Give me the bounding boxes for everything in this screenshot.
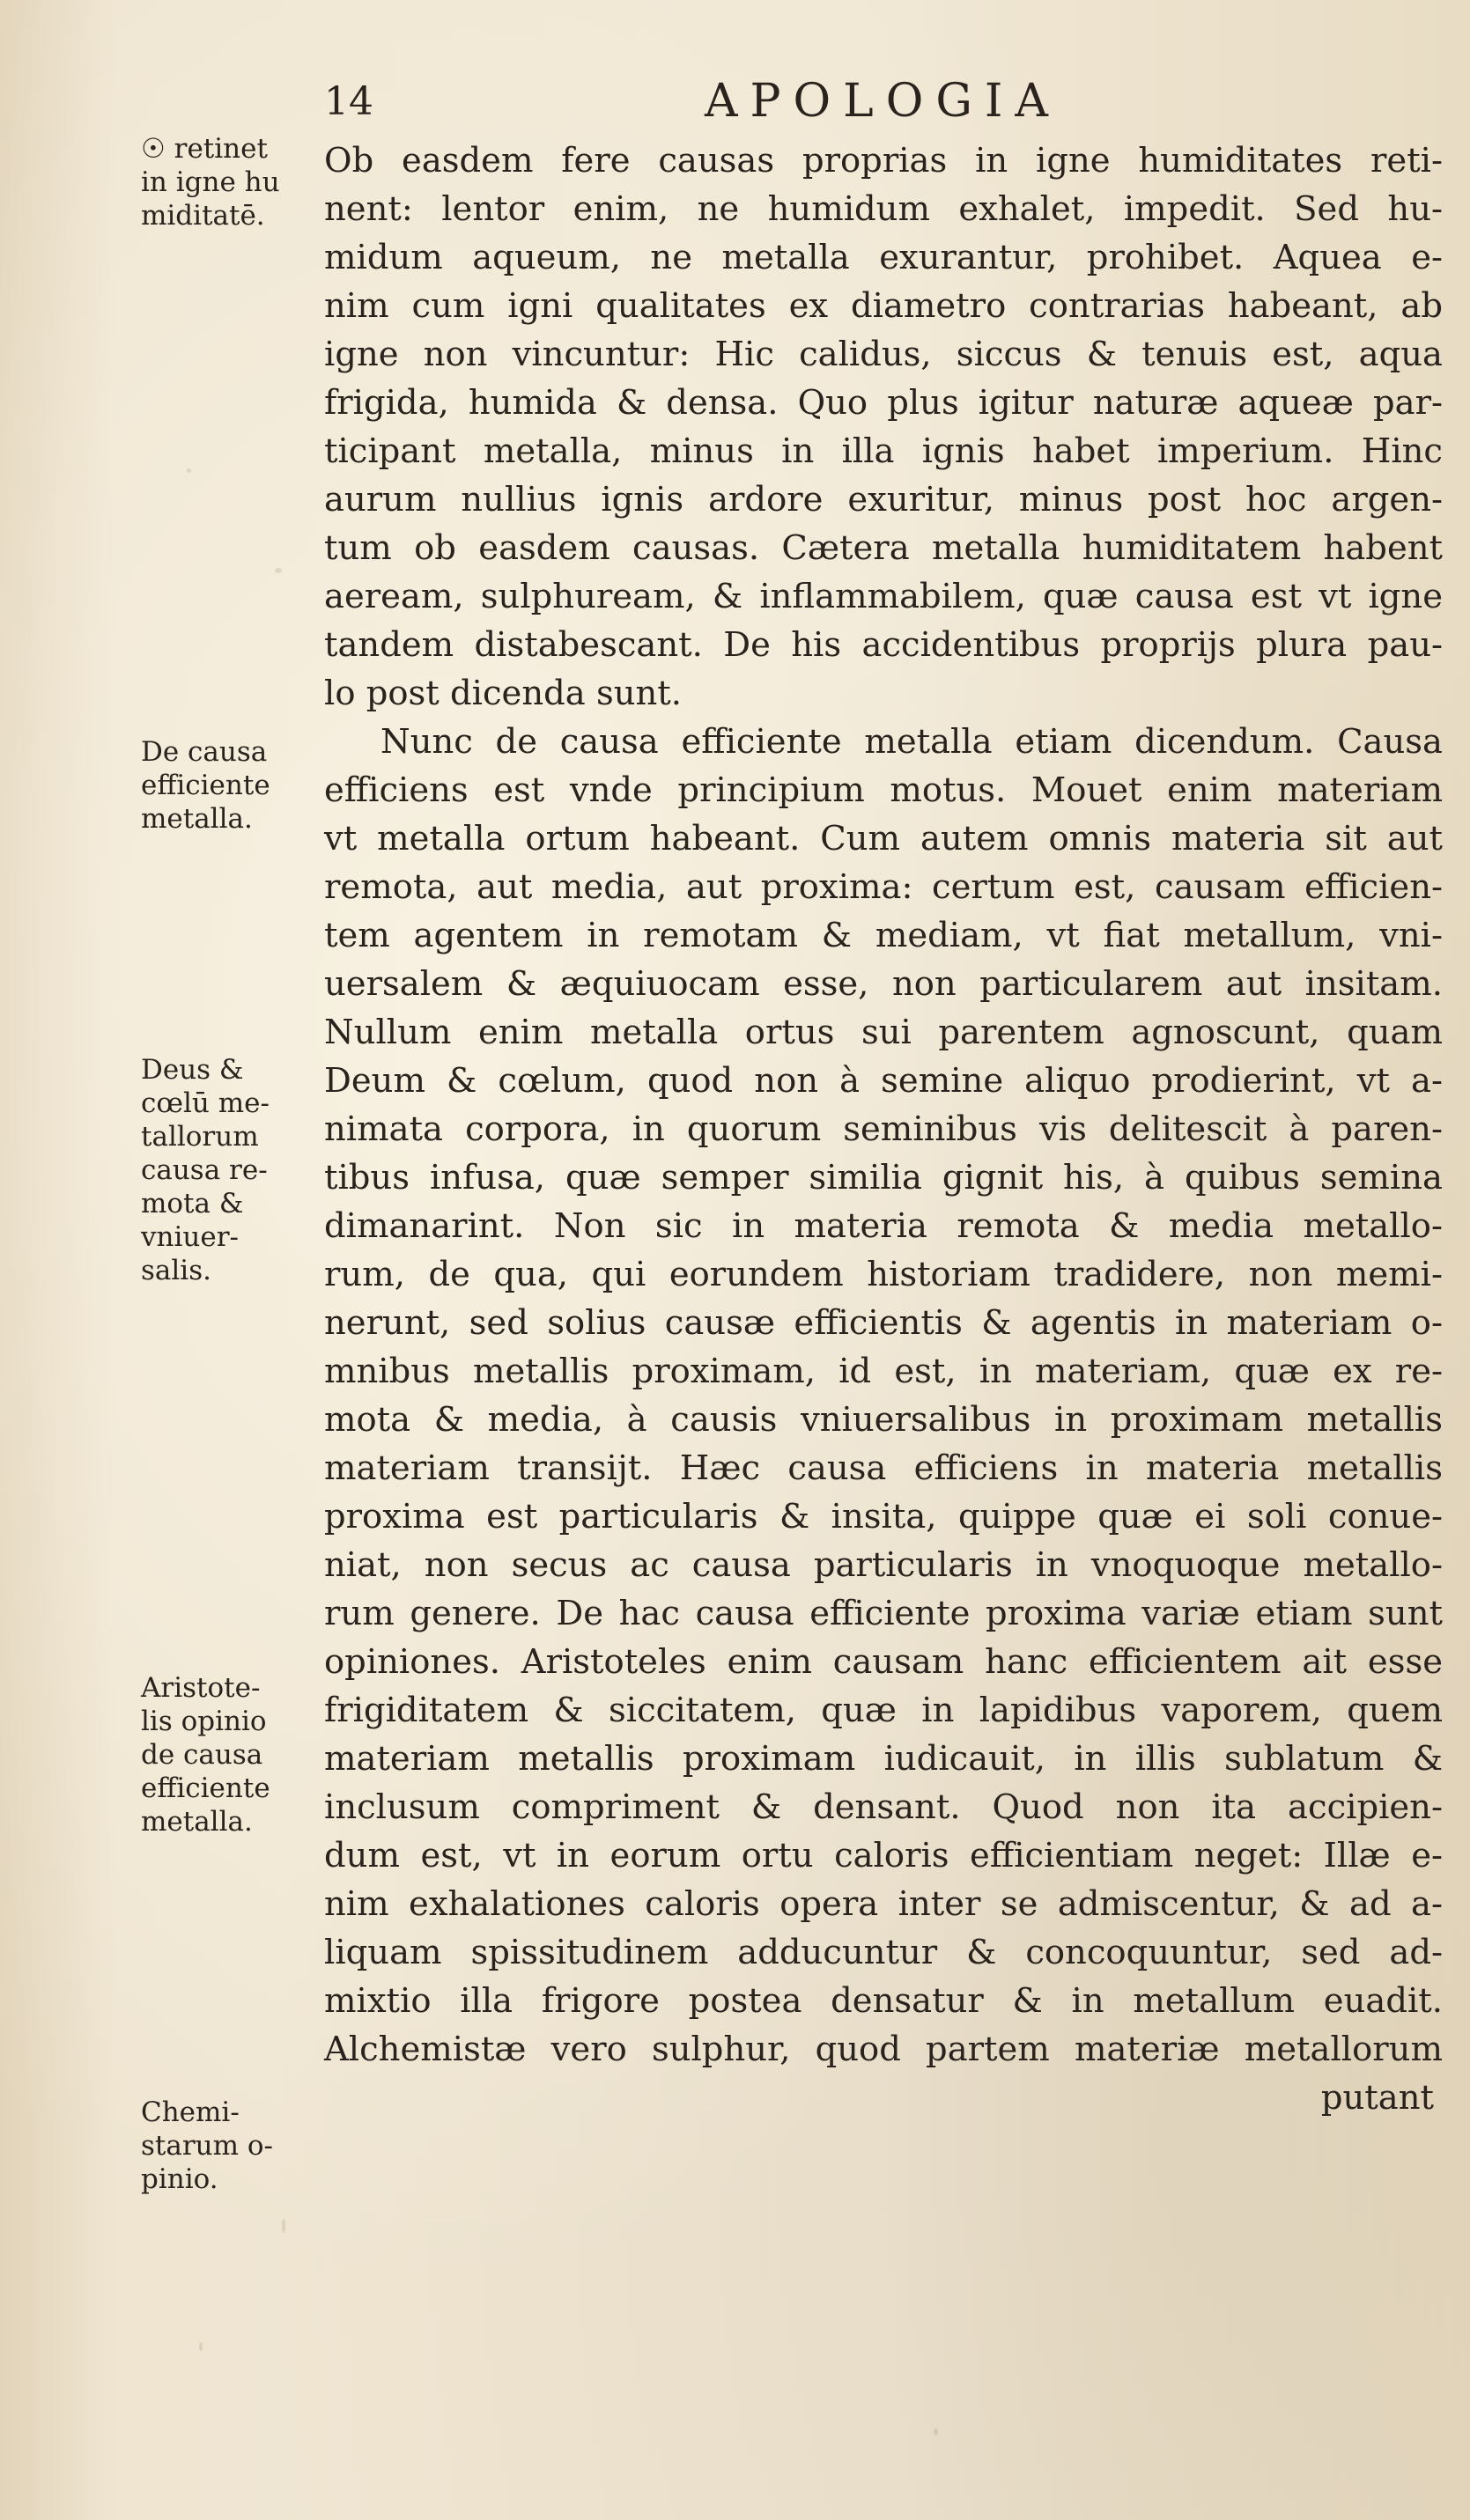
text-line: mixtio illa frigore postea densatur & in metallum euadit. <box>324 1981 1443 2021</box>
text-line: Nullum enim metalla ortus sui parentem agnoscunt, quam <box>324 1013 1443 1052</box>
paper-spot <box>934 2428 938 2435</box>
margin-note-efficient-cause <box>141 735 326 836</box>
catchword: putant <box>1320 2078 1434 2118</box>
text-line: frigiditatem & siccitatem, quæ in lapidibus vaporem, quem <box>324 1691 1443 1730</box>
margin-note-line: tallorum <box>141 1121 259 1153</box>
margin-note-line: De causa <box>141 736 268 768</box>
text-line: opiniones. Aristoteles enim causam hanc efficientem ait esse <box>324 1642 1443 1682</box>
margin-note-line: lis opinio <box>141 1706 267 1737</box>
margin-note-line: Deus & <box>141 1054 244 1086</box>
margin-note-line: causa re- <box>141 1154 268 1186</box>
text-line: nim cum igni qualitates ex diametro contrarias habeant, ab <box>324 286 1443 326</box>
text-line: dum est, vt in eorum ortu caloris efficientiam neget: Illæ e- <box>324 1836 1443 1875</box>
text-line: dimanarint. Non sic in materia remota & media metallo- <box>324 1206 1443 1246</box>
text-line: uersalem & æquiuocam esse, non particularem aut insitam. <box>324 964 1443 1004</box>
margin-note-line: metalla. <box>141 1806 253 1838</box>
margin-note-line: miditatē. <box>141 200 265 232</box>
margin-note-line: de causa <box>141 1739 263 1771</box>
page-number: 14 <box>324 79 373 124</box>
margin-note-line: Aristote- <box>141 1672 261 1704</box>
text-line: rum, de qua, qui eorundem historiam tradidere, non memi- <box>324 1255 1443 1294</box>
margin-note-aristotle <box>141 1671 326 1838</box>
text-line: mota & media, à causis vniuersalibus in proximam metallis <box>324 1400 1443 1440</box>
margin-note-line: cœlū me- <box>141 1087 270 1119</box>
text-line: frigida, humida & densa. Quo plus igitur naturæ aqueæ par- <box>324 383 1443 423</box>
running-title: APOLOGIA <box>705 75 1060 128</box>
text-line: remota, aut media, aut proxima: certum est, causam efficien- <box>324 867 1443 907</box>
margin-note-line: efficiente <box>141 770 270 801</box>
text-line: proxima est particularis & insita, quippe quæ ei soli conue- <box>324 1497 1443 1536</box>
margin-note-god-heaven <box>141 1053 326 1287</box>
text-line: nent: lentor enim, ne humidum exhalet, impedit. Sed hu- <box>324 189 1443 229</box>
text-line: liquam spissitudinem adducuntur & concoquuntur, sed ad- <box>324 1933 1443 1972</box>
margin-note-line: metalla. <box>141 803 253 835</box>
margin-note-line: starum o- <box>141 2130 274 2162</box>
text-line: midum aqueum, ne metalla exurantur, prohibet. Aquea e- <box>324 238 1443 277</box>
margin-note-line: Chemi- <box>141 2096 240 2128</box>
text-line: Deum & cœlum, quod non à semine aliquo prodierint, vt a- <box>324 1061 1443 1101</box>
text-line: tum ob easdem causas. Cætera metalla humiditatem habent <box>324 528 1443 568</box>
text-line: tem agentem in remotam & mediam, vt fiat metallum, vni- <box>324 916 1443 955</box>
margin-note-chemists <box>141 2096 326 2196</box>
text-line: igne non vincuntur: Hic calidus, siccus & tenuis est, aqua <box>324 335 1443 374</box>
text-line: vt metalla ortum habeant. Cum autem omnis materia sit aut <box>324 819 1443 858</box>
text-line: rum genere. De hac causa efficiente proxima variæ etiam sunt <box>324 1594 1443 1633</box>
margin-note-line: ☉ retinet <box>141 133 268 165</box>
page-header <box>0 70 1470 132</box>
text-line: Nunc de causa efficiente metalla etiam dicendum. Causa <box>380 722 1443 762</box>
paper-spot <box>199 2342 203 2351</box>
text-line: nimata corpora, in quorum seminibus vis delitescit à paren- <box>324 1109 1443 1149</box>
paper-spot <box>282 2219 285 2233</box>
text-line: aeream, sulphuream, & inflammabilem, quæ causa est vt igne <box>324 577 1443 616</box>
text-line: nerunt, sed solius causæ efficientis & agentis in materiam o- <box>324 1303 1443 1343</box>
margin-note-humidity <box>141 132 326 232</box>
text-line: materiam metallis proximam iudicauit, in illis sublatum & <box>324 1739 1443 1779</box>
text-line: mnibus metallis proximam, id est, in materiam, quæ ex re- <box>324 1352 1443 1391</box>
text-line: aurum nullius ignis ardore exuritur, minus post hoc argen- <box>324 480 1443 519</box>
margin-note-line: efficiente <box>141 1772 270 1804</box>
text-line: Ob easdem fere causas proprias in igne humiditates reti- <box>324 141 1443 181</box>
text-line: efficiens est vnde principium motus. Mouet enim materiam <box>324 770 1443 810</box>
text-line: niat, non secus ac causa particularis in vnoquoque metallo- <box>324 1545 1443 1585</box>
text-line: tibus infusa, quæ semper similia gignit his, à quibus semina <box>324 1158 1443 1197</box>
paper-spot <box>275 568 282 573</box>
text-line: inclusum compriment & densant. Quod non ita accipien- <box>324 1787 1443 1827</box>
text-line: nim exhalationes caloris opera inter se admiscentur, & ad a- <box>324 1884 1443 1924</box>
text-line: ticipant metalla, minus in illa ignis habet imperium. Hinc <box>324 431 1443 471</box>
margin-note-line: mota & <box>141 1188 244 1219</box>
margin-note-line: salis. <box>141 1255 211 1286</box>
text-line: lo post dicenda sunt. <box>324 674 683 713</box>
text-line: materiam transijt. Hæc causa efficiens in materia metallis <box>324 1448 1443 1488</box>
text-line: Alchemistæ vero sulphur, quod partem materiæ metallorum <box>324 2030 1443 2069</box>
text-line: tandem distabescant. De his accidentibus proprijs plura pau- <box>324 625 1443 665</box>
margin-note-line: vniuer- <box>141 1221 239 1253</box>
paper-spot <box>187 468 191 473</box>
margin-note-line: pinio. <box>141 2163 218 2195</box>
main-text-block <box>324 136 1443 2122</box>
margin-note-line: in igne hu <box>141 166 280 198</box>
